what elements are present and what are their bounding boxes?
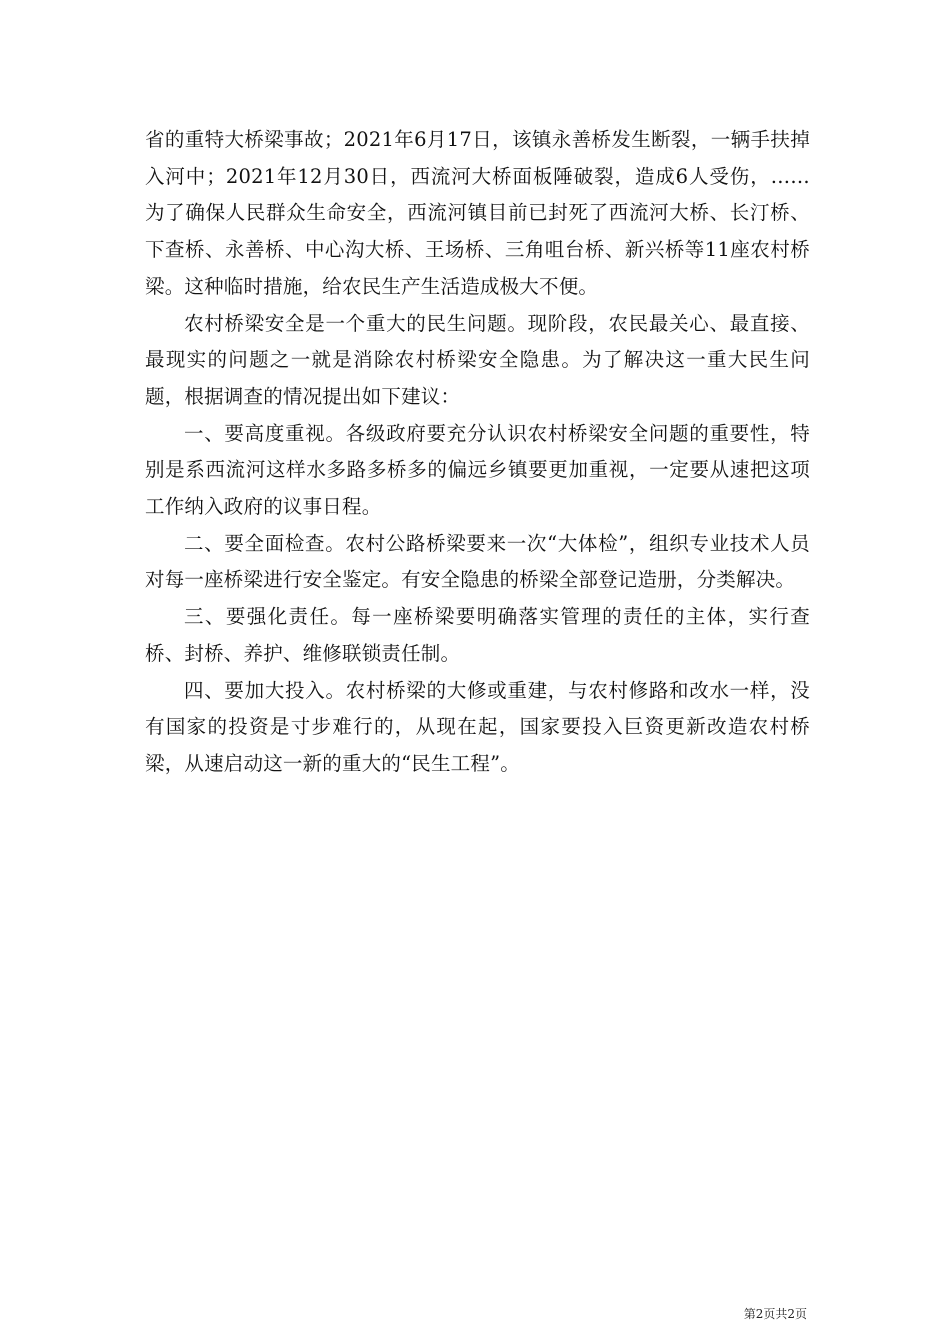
- document-body: [145, 122, 810, 783]
- paragraph-suggestion-2: 二、要全面检查。农村公路桥梁要来一次“大体检”，组织专业技术人员对每一座桥梁进行安全鉴定。有安全隐患的桥梁全部登记造册，分类解决。: [145, 531, 810, 592]
- paragraph-suggestion-4: 四、要加大投入。农村桥梁的大修或重建，与农村修路和改水一样，没有国家的投资是寸步难行的，从现在起，国家要投入巨资更新改造农村桥梁，从速启动这一新的重大的“民生工程”。: [145, 678, 810, 775]
- page-number-footer: 第2页共2页: [743, 1307, 807, 1321]
- paragraph-suggestion-1: 一、要高度重视。各级政府要充分认识农村桥梁安全问题的重要性，特别是系西流河这样水多路多桥多的偏远乡镇要更加重视，一定要从速把这项工作纳入政府的议事日程。: [145, 421, 810, 519]
- paragraph-suggestion-3: 三、要强化责任。每一座桥梁要明确落实管理的责任的主体，实行查桥、封桥、养护、维修联锁责任制。: [145, 605, 810, 665]
- paragraph-rural-bridge-safety: 农村桥梁安全是一个重大的民生问题。现阶段，农民最关心、最直接、最现实的问题之一就是消除农村桥梁安全隐患。为了解决这一重大民生问题，根据调查的情况提出如下建议：: [145, 311, 810, 408]
- paragraph-continuation: 省的重特大桥梁事故；2021年6月17日，该镇永善桥发生断裂，一辆手扶掉入河中；2021年12月30日，西流河大桥面板陲破裂，造成6人受伤，……为了确保人民群众生命安全，西流河镇目前已封死了西流河大桥、长汀桥、下查桥、永善桥、中心沟大桥、王场桥、三角咀台桥、新兴桥等11座农村桥梁。这种临时措施，给农民生产生活造成极大不便。: [145, 128, 810, 298]
